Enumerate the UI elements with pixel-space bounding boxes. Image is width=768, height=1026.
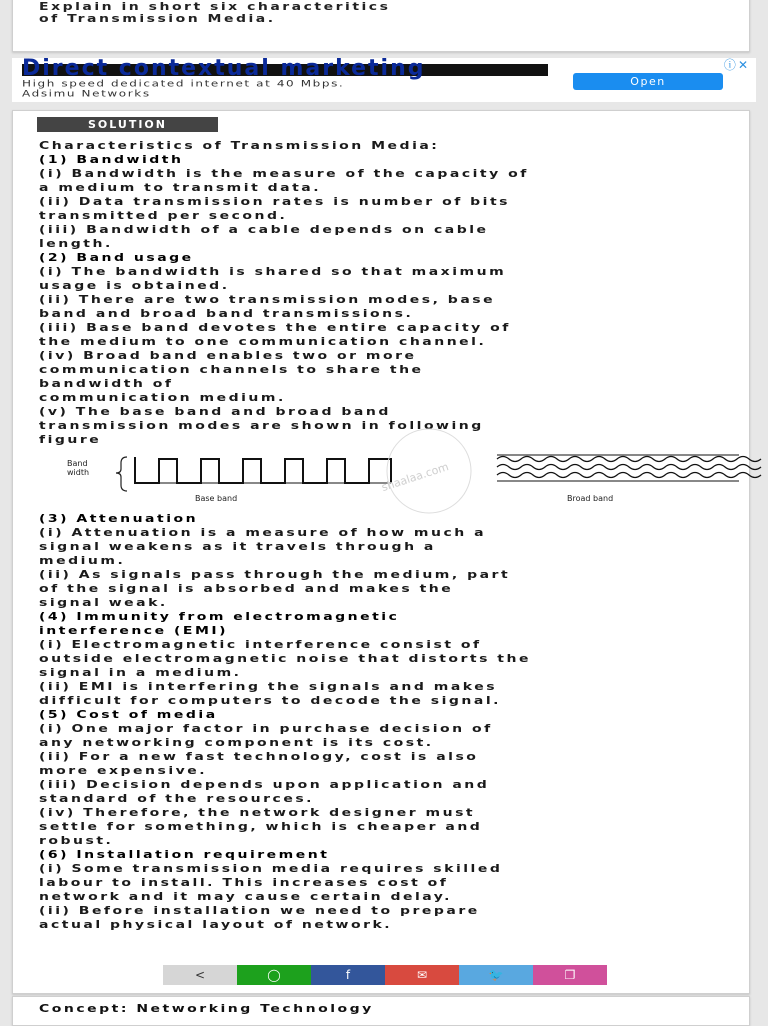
close-icon[interactable]: ✕: [737, 58, 750, 72]
text-line: (iii) Decision depends upon application and: [39, 778, 490, 791]
copy-button[interactable]: [533, 965, 607, 985]
concept-link[interactable]: Concept: Networking Technology: [39, 1003, 374, 1015]
ad-open-button[interactable]: Open: [573, 73, 723, 90]
text-line: signal in a medium.: [39, 666, 242, 679]
text-line: Characteristics of Transmission Media:: [39, 139, 440, 152]
text-line: (ii) Data transmission rates is number of bits: [39, 195, 511, 208]
text-line: a medium to transmit data.: [39, 181, 322, 194]
ad-description: High speed dedicated internet at 40 Mbps.: [22, 78, 345, 89]
text-line: (ii) Before installation we need to prepare: [39, 904, 480, 917]
solution-text: [39, 139, 739, 447]
text-line: (ii) As signals pass through the medium, part: [39, 568, 511, 581]
share-icon: <: [194, 968, 206, 982]
broad-band-label: Broad band: [567, 494, 614, 503]
facebook-button[interactable]: [311, 965, 385, 985]
solution-card: [12, 110, 750, 994]
text-line: band and broad band transmissions.: [39, 307, 414, 320]
ad-brand: Adsimu Networks: [22, 88, 151, 99]
solution-badge: SOLUTION: [37, 117, 218, 132]
text-line: usage is obtained.: [39, 279, 230, 292]
whatsapp-icon: ◯: [267, 968, 281, 982]
base-band-signal: [135, 457, 391, 483]
bandwidth-brace: [116, 457, 127, 491]
text-line: communication channels to share the: [39, 363, 424, 376]
text-line: of the signal is absorbed and makes the: [39, 582, 454, 595]
section-heading: (4) Immunity from electromagnetic: [39, 610, 400, 623]
copy-icon: ❐: [564, 968, 576, 982]
ad-controls: [724, 56, 750, 73]
text-line: (iii) Base band devotes the entire capacity of: [39, 321, 511, 334]
text-line: communication medium.: [39, 391, 286, 404]
section-heading: (3) Attenuation: [39, 512, 199, 525]
text-line: standard of the resources.: [39, 792, 314, 805]
text-line: signal weakens as it travels through a: [39, 540, 436, 553]
text-line: length.: [39, 237, 113, 250]
broad-band-signal-2: [497, 465, 761, 470]
base-band-label: Base band: [195, 494, 238, 503]
text-line: (ii) There are two transmission modes, base: [39, 293, 496, 306]
info-icon[interactable]: ⓘ: [723, 58, 738, 72]
text-line: signal weak.: [39, 596, 168, 609]
watermark: shaalaa.com: [379, 460, 451, 495]
broad-band-signal-1: [497, 457, 761, 462]
text-line: settle for something, which is cheaper and: [39, 820, 483, 833]
text-line: any networking component is its cost.: [39, 736, 434, 749]
email-icon: ✉: [416, 968, 428, 982]
text-line: (i) The bandwidth is shared so that maximum: [39, 265, 507, 278]
text-line: (ii) For a new fast technology, cost is also: [39, 750, 479, 763]
text-line: outside electromagnetic noise that distorts the: [39, 652, 531, 665]
text-line: transmission modes are shown in following: [39, 419, 484, 432]
text-line: (ii) EMI is interfering the signals and makes: [39, 680, 498, 693]
concept-card[interactable]: [12, 996, 750, 1026]
text-line: (i) Some transmission media requires skilled: [39, 862, 503, 875]
text-line: (iv) Broad band enables two or more: [39, 349, 417, 362]
text-line: difficult for computers to decode the signal.: [39, 694, 501, 707]
whatsapp-button[interactable]: [237, 965, 311, 985]
text-line: (iii) Bandwidth of a cable depends on cable: [39, 223, 489, 236]
text-line: network and it may cause certain delay.: [39, 890, 452, 903]
facebook-icon: f: [345, 968, 351, 982]
broad-band-signal-3: [497, 473, 761, 478]
section-heading: interference (EMI): [39, 624, 228, 637]
share-bar: [163, 965, 607, 985]
bandwidth-label: Band: [67, 459, 88, 468]
text-line: labour to install. This increases cost of: [39, 876, 449, 889]
text-line: (i) Bandwidth is the measure of the capacity of: [39, 167, 529, 180]
text-line: figure: [39, 433, 102, 446]
text-line: transmitted per second.: [39, 209, 288, 222]
text-line: (v) The base band and broad band: [39, 405, 391, 418]
question-line: of Transmission Media.: [39, 13, 276, 25]
text-line: bandwidth of: [39, 377, 174, 390]
text-line: (i) Attenuation is a measure of how much a: [39, 526, 487, 539]
section-heading: (6) Installation requirement: [39, 848, 330, 861]
bandwidth-label: width: [67, 468, 90, 477]
text-line: more expensive.: [39, 764, 208, 777]
twitter-icon: 🐦: [488, 968, 504, 982]
text-line: actual physical layout of network.: [39, 918, 393, 931]
twitter-button[interactable]: [459, 965, 533, 985]
text-line: medium.: [39, 554, 126, 567]
text-line: the medium to one communication channel.: [39, 335, 487, 348]
transmission-modes-figure: [39, 451, 739, 505]
text-line: robust.: [39, 834, 114, 847]
section-heading: (5) Cost of media: [39, 708, 218, 721]
section-heading: (1) Bandwidth: [39, 153, 184, 166]
solution-text-continued: [39, 512, 739, 932]
ad-banner[interactable]: [12, 58, 756, 102]
question-line: Explain in short six characteritics: [39, 1, 391, 13]
text-line: (i) One major factor in purchase decision of: [39, 722, 493, 735]
section-heading: (2) Band usage: [39, 251, 194, 264]
text-line: (i) Electromagnetic interference consist of: [39, 638, 482, 651]
share-button[interactable]: [163, 965, 237, 985]
question-text: [39, 1, 723, 25]
text-line: (iv) Therefore, the network designer must: [39, 806, 476, 819]
ad-headline[interactable]: Direct contextual marketing: [22, 64, 548, 76]
question-card: [12, 0, 750, 52]
email-button[interactable]: [385, 965, 459, 985]
